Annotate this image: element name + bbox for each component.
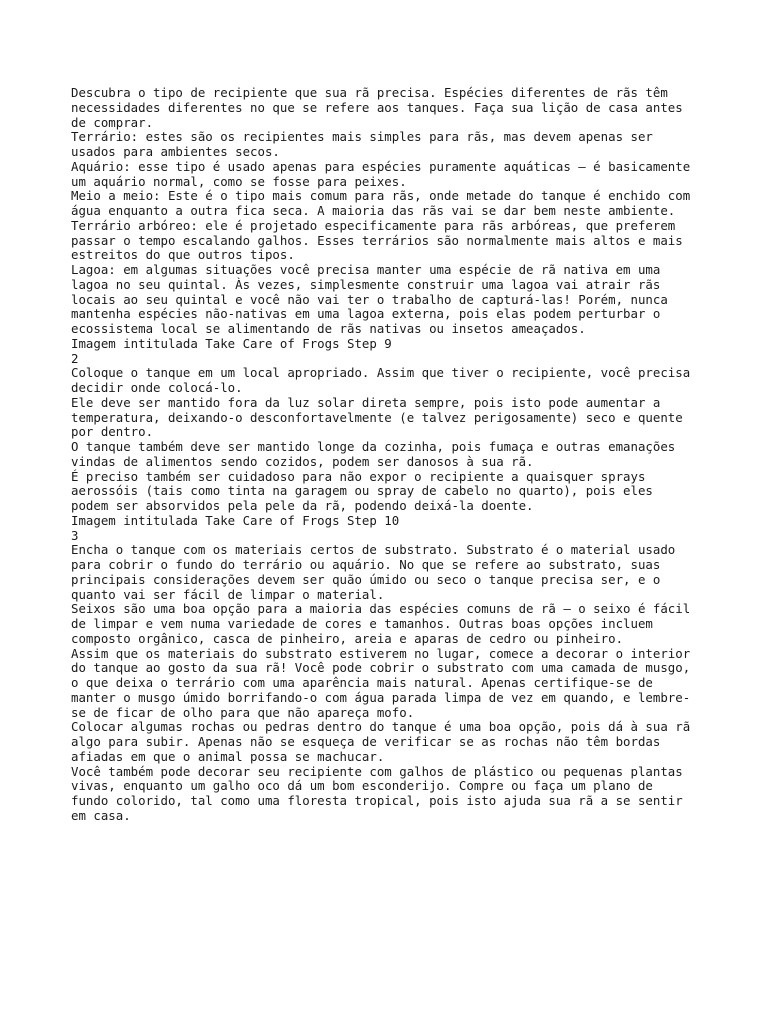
text-line: Assim que os materiais do substrato estiverem no lugar, comece a decorar o interior xyxy=(71,645,691,661)
text-line: algo para subir. Apenas não se esqueça de verificar se as rochas não têm bordas xyxy=(71,734,661,749)
text-line: 3 xyxy=(71,527,79,543)
text-line: Imagem intitulada Take Care of Frogs Step 10 xyxy=(71,512,400,528)
text-line: É preciso também ser cuidadoso para não expor o recipiente a quaisquer sprays xyxy=(71,468,646,484)
text-line: Lagoa: em algumas situações você precisa manter uma espécie de rã nativa em uma xyxy=(71,262,661,277)
text-line: água enquanto a outra fica seca. A maioria das rãs vai se dar bem neste ambiente. xyxy=(71,203,676,218)
text-line: fundo colorido, tal como uma floresta tropical, pois isto ajuda sua rã a se sentir xyxy=(71,793,683,808)
text-line: de limpar e vem numa variedade de cores e tamanhos. Outras boas opções incluem xyxy=(71,616,653,631)
text-line: principais considerações devem ser quão úmido ou seco o tanque precisa ser, e o xyxy=(71,571,661,587)
text-line: para cobrir o fundo do terrário ou aquário. No que se refere ao substrato, suas xyxy=(71,557,661,572)
text-line: Ele deve ser mantido fora da luz solar direta sempre, pois isto pode aumentar a xyxy=(71,394,661,410)
text-line: temperatura, deixando-o desconfortavelmente (e talvez perigosamente) seco e quente xyxy=(71,409,683,425)
text-line: por dentro. xyxy=(71,424,154,440)
text-line: em casa. xyxy=(71,807,131,823)
text-line: um aquário normal, como se fosse para peixes. xyxy=(71,173,407,189)
text-line: Você também pode decorar seu recipiente com galhos de plástico ou pequenas plantas xyxy=(71,763,683,779)
text-line: Descubra o tipo de recipiente que sua rã precisa. Espécies diferentes de rãs têm xyxy=(71,85,668,100)
text-line: se de ficar de olho para que não apareça mofo. xyxy=(71,704,415,720)
text-line: estreitos do que outros tipos. xyxy=(71,247,295,263)
text-line: podem ser absorvidos pela pele da rã, podendo deixá-la doente. xyxy=(71,498,534,513)
text-line: Colocar algumas rochas ou pedras dentro do tanque é uma boa opção, pois dá à sua rã xyxy=(71,719,691,735)
text-line: Encha o tanque com os materiais certos de substrato. Substrato é o material usado xyxy=(71,542,676,558)
text-line: manter o musgo úmido borrifando-o com água parada limpa de vez em quando, e lembre- xyxy=(71,689,691,705)
text-line: usados para ambientes secos. xyxy=(71,144,280,159)
text-line: O tanque também deve ser mantido longe da cozinha, pois fumaça e outras emanações xyxy=(71,439,676,454)
text-line: Seixos são uma boa opção para a maioria das espécies comuns de rã — o seixo é fácil xyxy=(71,601,691,617)
text-line: afiadas em que o animal possa se machucar. xyxy=(71,748,385,764)
text-line: Coloque o tanque em um local apropriado. Assim que tiver o recipiente, você precisa xyxy=(71,365,691,381)
text-line: 2 xyxy=(71,350,79,366)
text-line: Imagem intitulada Take Care of Frogs Step 9 xyxy=(71,335,392,351)
text-line: do tanque ao gosto da sua rã! Você pode cobrir o substrato com uma camada de musgo, xyxy=(71,660,691,676)
text-line: Aquário: esse tipo é usado apenas para espécies puramente aquáticas — é basicamente xyxy=(71,158,691,174)
text-line: vivas, enquanto um galho oco dá um bom esconderijo. Compre ou faça um plano de xyxy=(71,778,653,794)
text-line: Meio a meio: Este é o tipo mais comum para rãs, onde metade do tanque é enchido com xyxy=(71,188,691,204)
text-line: necessidades diferentes no que se refere aos tanques. Faça sua lição de casa antes xyxy=(71,99,683,115)
text-line: vindas de alimentos sendo cozidos, podem ser danosos à sua rã. xyxy=(71,453,534,469)
text-line: passar o tempo escalando galhos. Esses terrários são normalmente mais altos e mais xyxy=(71,232,683,248)
text-line: ecossistema local se alimentando de rãs nativas ou insetos ameaçados. xyxy=(71,321,586,336)
text-line: o que deixa o terrário com uma aparência mais natural. Apenas certifique-se de xyxy=(71,675,653,690)
text-line: de comprar. xyxy=(71,114,154,130)
text-line: Terrário: estes são os recipientes mais simples para rãs, mas devem apenas ser xyxy=(71,129,653,145)
text-line: lagoa no seu quintal. Às vezes, simplesmente construir uma lagoa vai atrair rãs xyxy=(71,276,661,292)
text-line: mantenha espécies não-nativas em uma lagoa externa, pois elas podem perturbar o xyxy=(71,306,661,322)
text-line: composto orgânico, casca de pinheiro, areia e aparas de cedro ou pinheiro. xyxy=(71,630,624,646)
text-line: quanto vai ser fácil de limpar o material. xyxy=(71,586,385,602)
text-line: decidir onde colocá-lo. xyxy=(71,380,243,395)
text-line: Terrário arbóreo: ele é projetado especificamente para rãs arbóreas, que preferem xyxy=(71,217,676,233)
document-body xyxy=(71,86,711,824)
text-line: aerossóis (tais como tinta na garagem ou spray de cabelo no quarto), pois eles xyxy=(71,483,653,499)
text-line: locais ao seu quintal e você não vai ter o trabalho de capturá-las! Porém, nunca xyxy=(71,291,668,307)
